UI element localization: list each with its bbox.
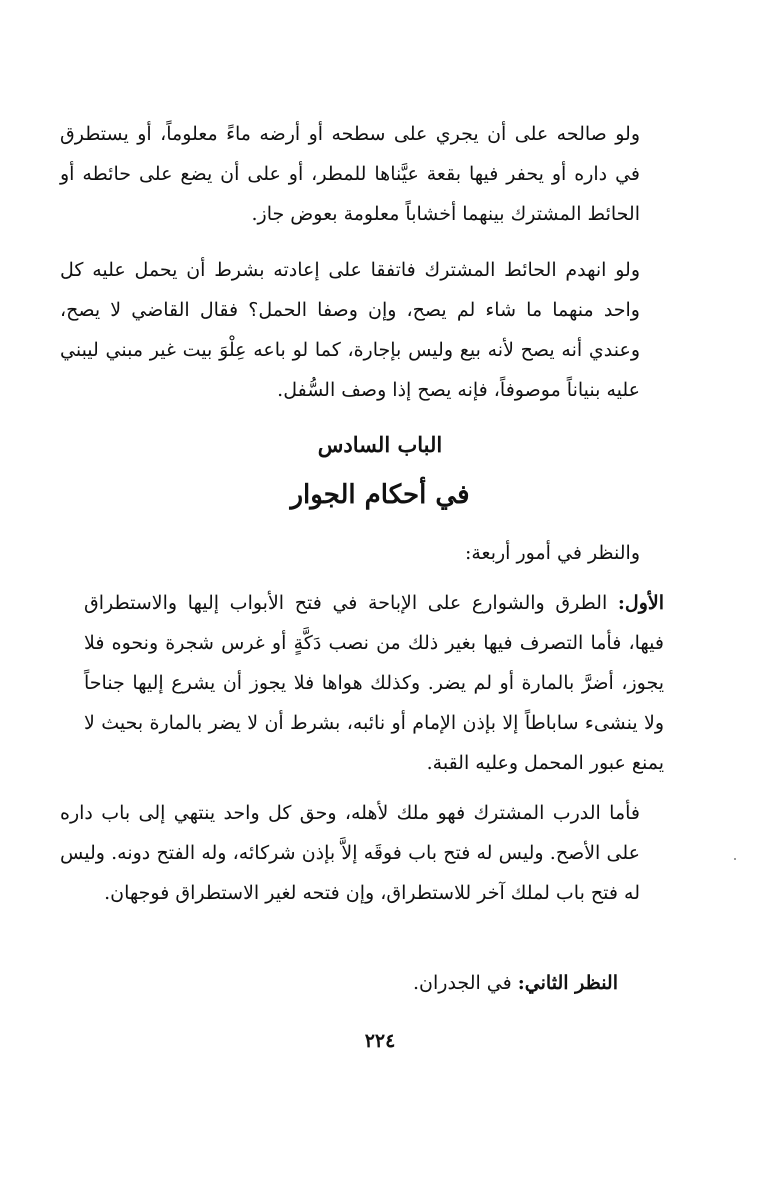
margin-speck [734,858,736,860]
second-consideration-text: في الجدران. [413,972,518,994]
chapter-title: في أحكام الجوار [290,480,470,510]
chapter-heading: الباب السادس [317,432,443,457]
second-consideration-line [413,963,618,1003]
paragraph-reconciliation: ولو صالحه على أن يجري على سطحه أو أرضه ماءً معلوماً، أو يستطرق في داره أو يحفر فيها بقعة عيَّناها للمطر، أو على أن يضع على حائطه أو الحائط المشترك بينهما أخشاباً معلومة بعوض جاز. [60,123,640,225]
first-consideration-text: الطرق والشوارع على الإباحة في فتح الأبواب إليها والاستطراق فيها، فأما التصرف فيها بغير ذلك من نصب دَكَّةٍ أو غرس شجرة ونحوه فلا يجوز، أضرَّ بالمارة أو لم يضر. وكذلك هواها فلا يجوز أن يشرع إليها جناحاً ولا ينشىء ساباطاً إلا بإذن الإمام أو نائبه، بشرط أن لا يضر بالمارة بحيث لا يمنع عبور المحمل وعليه القبة. [84,592,664,774]
paragraph-shared-alley: فأما الدرب المشترك فهو ملك لأهله، وحق كل واحد ينتهي إلى باب داره على الأصح. وليس له فتح باب فوقَه إلاَّ بإذن شركائه، وله الفتح دونه. وليس له فتح باب لملك آخر للاستطراق، وإن فتحه لغير الاستطراق فوجهان. [60,802,640,904]
paragraph-collapsed-wall: ولو انهدم الحائط المشترك فاتفقا على إعادته بشرط أن يحمل عليه كل واحد منهما ما شاء لم يصح، وإن وصفا الحمل؟ فقال القاضي لا يصح، وعندي أنه يصح لأنه بيع وليس بإجارة، كما لو باعه عِلْوَ بيت غير مبني ليبني عليه بنياناً موصوفاً، فإنه يصح إذا وصف السُّفل. [60,259,640,401]
second-consideration-label: النظر الثاني: [517,972,618,994]
page-number: ٢٢٤ [364,1030,396,1052]
paragraph-first-consideration [84,583,664,783]
first-consideration-label: الأول: [617,592,664,614]
intro-line: والنظر في أمور أربعة: [464,542,640,564]
